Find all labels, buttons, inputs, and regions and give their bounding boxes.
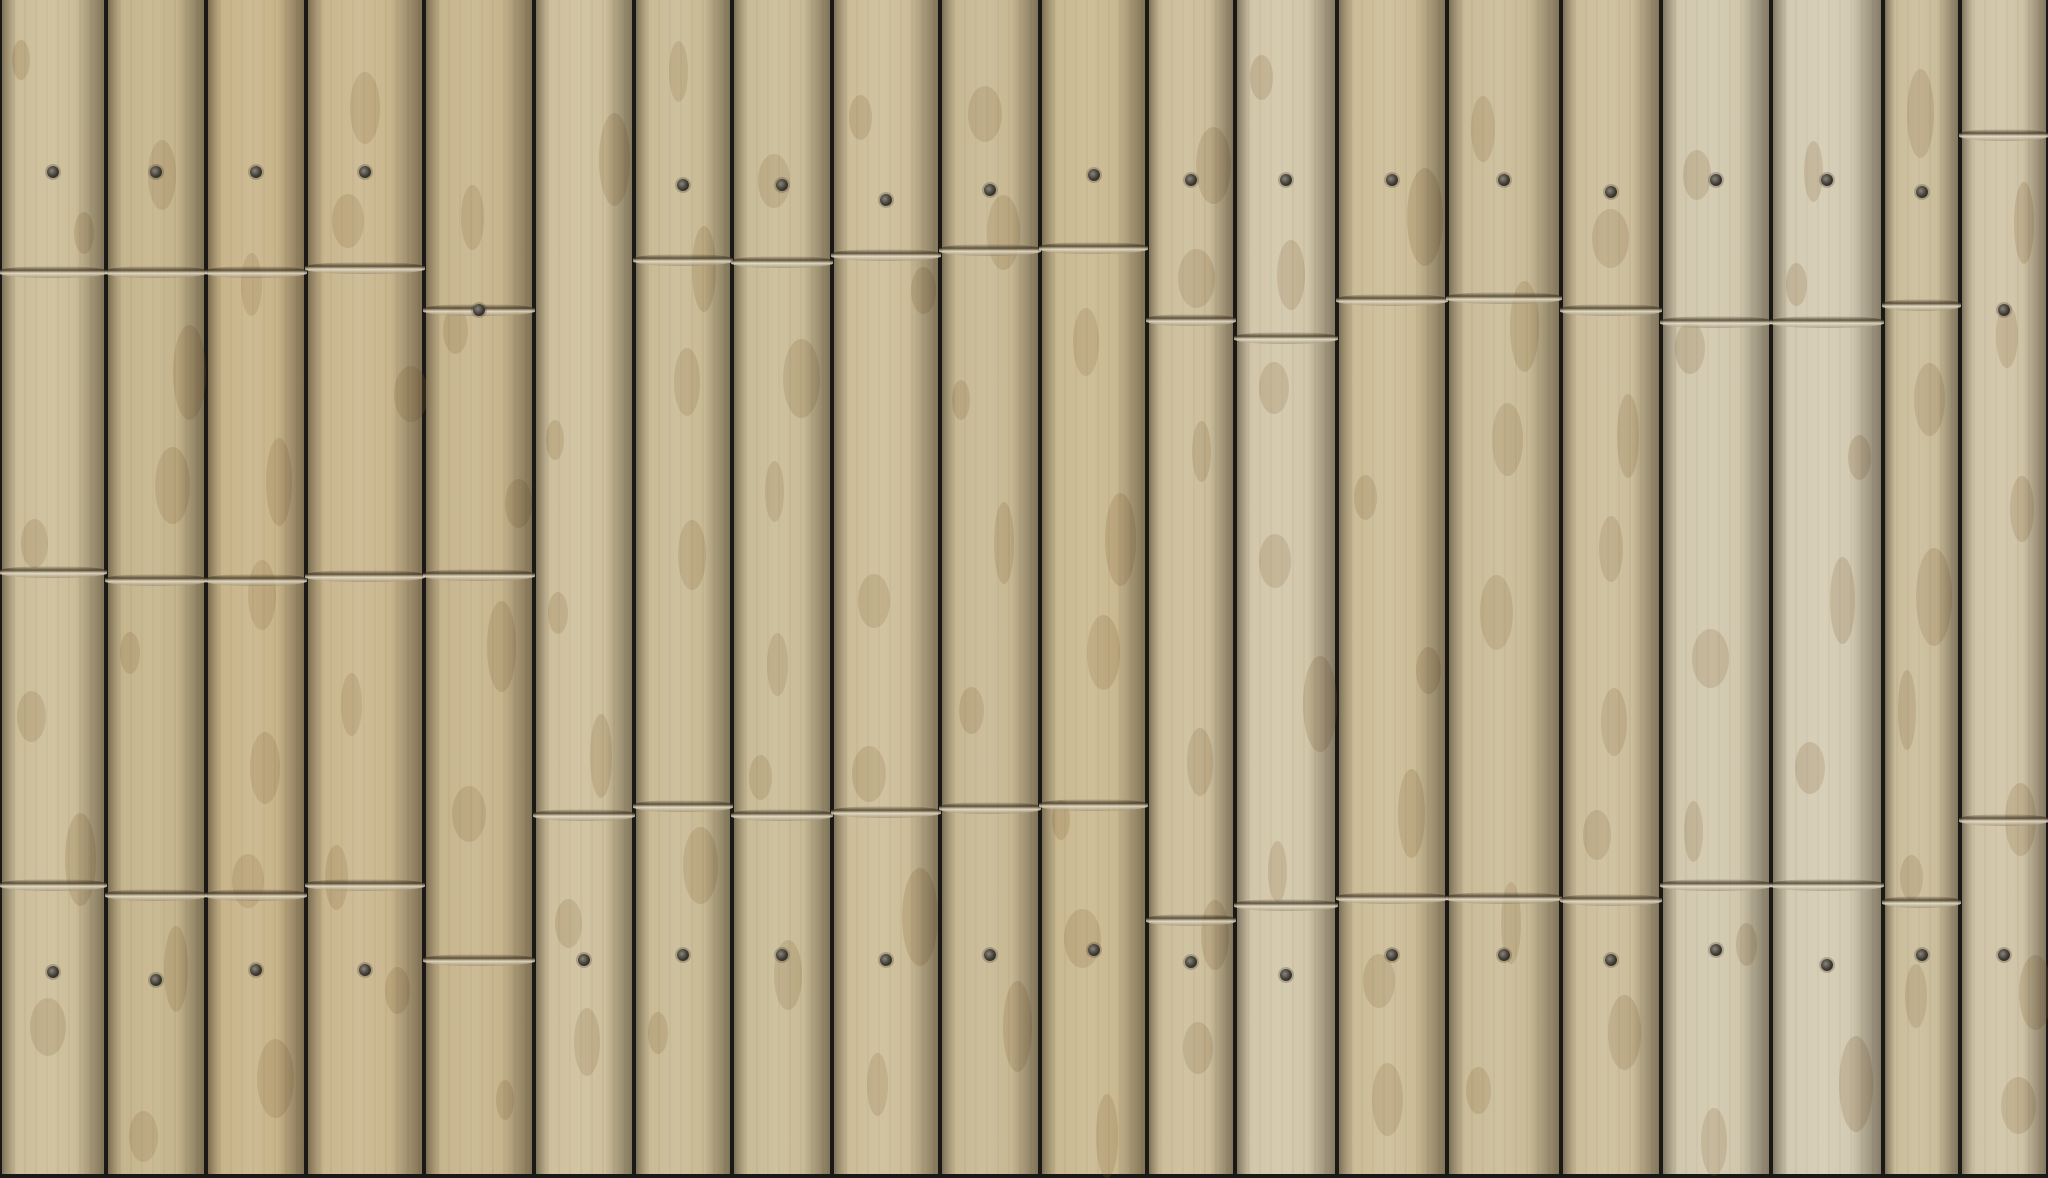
screw-head — [1998, 304, 2010, 316]
screw-head — [1185, 956, 1197, 968]
weathering-spot — [1064, 909, 1101, 968]
bamboo-node-ring — [423, 569, 535, 581]
weathering-spot — [1492, 403, 1523, 476]
weathering-spot — [385, 967, 410, 1014]
weathering-spot — [867, 1053, 888, 1116]
weathering-spot — [1201, 900, 1229, 970]
weathering-spot — [1907, 69, 1934, 158]
weathering-spot — [1898, 670, 1916, 750]
bamboo-pole — [636, 0, 730, 1174]
screw-head — [1498, 949, 1510, 961]
weathering-spot — [669, 41, 688, 102]
bamboo-grain — [1563, 0, 1659, 1174]
bamboo-node-ring — [0, 566, 107, 578]
weathering-spot — [1692, 629, 1729, 688]
weathering-spot — [1003, 981, 1032, 1072]
screw-head — [880, 194, 892, 206]
weathering-spot — [1259, 534, 1291, 588]
bamboo-node-ring — [831, 806, 941, 818]
bamboo-pole — [1449, 0, 1559, 1174]
bamboo-node-ring — [1336, 892, 1448, 904]
screw-head — [1088, 944, 1100, 956]
weathering-spot — [120, 632, 140, 674]
bamboo-grain — [636, 0, 730, 1174]
weathering-spot — [325, 845, 348, 910]
screw-head — [359, 166, 371, 178]
weathering-spot — [1804, 141, 1823, 202]
bamboo-pole — [1773, 0, 1881, 1174]
weathering-spot — [1848, 435, 1871, 480]
weathering-spot — [1608, 995, 1641, 1070]
weathering-spot — [21, 519, 48, 568]
bamboo-node-ring — [1039, 799, 1148, 811]
bamboo-pole — [1042, 0, 1145, 1174]
weathering-spot — [1683, 150, 1711, 200]
bamboo-node-ring — [1560, 894, 1662, 906]
bamboo-node-ring — [1882, 299, 1961, 311]
bamboo-node-ring — [1770, 879, 1884, 891]
weathering-spot — [911, 267, 936, 314]
weathering-spot — [1183, 1022, 1213, 1074]
bamboo-pole — [1339, 0, 1445, 1174]
weathering-spot — [1675, 322, 1705, 374]
screw-head — [1605, 186, 1617, 198]
weathering-spot — [74, 212, 94, 254]
screw-head — [47, 166, 59, 178]
weathering-spot — [902, 868, 938, 966]
weathering-spot — [1583, 810, 1611, 860]
bamboo-node-ring — [305, 570, 425, 582]
bamboo-pole — [834, 0, 938, 1174]
bamboo-pole — [1962, 0, 2046, 1174]
screw-head — [677, 949, 689, 961]
bamboo-pole — [1885, 0, 1958, 1174]
screw-head — [776, 949, 788, 961]
bamboo-node-ring — [1446, 892, 1562, 904]
weathering-spot — [1268, 841, 1287, 902]
weathering-spot — [248, 560, 276, 630]
weathering-spot — [952, 380, 970, 420]
weathering-spot — [350, 72, 380, 144]
bamboo-pole — [734, 0, 830, 1174]
weathering-spot — [678, 520, 706, 590]
weathering-spot — [1786, 263, 1807, 306]
weathering-spot — [1471, 96, 1495, 162]
weathering-spot — [341, 673, 362, 736]
weathering-spot — [1795, 742, 1825, 794]
screw-head — [1498, 174, 1510, 186]
weathering-spot — [2010, 476, 2034, 542]
weathering-spot — [959, 687, 984, 734]
weathering-spot — [1192, 421, 1211, 482]
weathering-spot — [849, 95, 872, 140]
weathering-spot — [674, 348, 700, 416]
bamboo-node-ring — [1146, 314, 1236, 326]
bamboo-node-ring — [1234, 332, 1338, 344]
weathering-spot — [1684, 801, 1703, 862]
weathering-spot — [555, 899, 582, 948]
weathering-spot — [461, 185, 484, 250]
bamboo-node-ring — [1959, 129, 2048, 141]
weathering-spot — [155, 447, 190, 524]
weathering-spot — [1178, 249, 1215, 308]
weathering-spot — [765, 461, 784, 522]
screw-head — [984, 184, 996, 196]
screw-head — [1821, 174, 1833, 186]
bamboo-grain — [426, 0, 532, 1174]
weathering-spot — [129, 1111, 158, 1162]
screw-head — [880, 954, 892, 966]
bamboo-node-ring — [205, 889, 307, 901]
weathering-spot — [1372, 1063, 1403, 1136]
weathering-spot — [1900, 855, 1923, 900]
screw-head — [1821, 959, 1833, 971]
weathering-spot — [2014, 182, 2034, 264]
weathering-spot — [12, 40, 30, 80]
bamboo-pole — [1237, 0, 1335, 1174]
bamboo-node-ring — [105, 266, 207, 278]
bamboo-pole — [1149, 0, 1233, 1174]
bamboo-pole — [1663, 0, 1769, 1174]
weathering-spot — [574, 1008, 600, 1076]
bamboo-shading — [426, 0, 532, 1174]
bamboo-pole — [426, 0, 532, 1174]
bamboo-node-ring — [533, 809, 635, 821]
weathering-spot — [1916, 548, 1952, 646]
weathering-spot — [1592, 209, 1629, 268]
screw-head — [1386, 174, 1398, 186]
weathering-spot — [1839, 1036, 1873, 1132]
weathering-spot — [164, 926, 188, 1012]
bamboo-node-ring — [205, 266, 307, 278]
screw-head — [250, 166, 262, 178]
weathering-spot — [548, 592, 568, 634]
weathering-spot — [1905, 964, 1927, 1028]
weathering-spot — [496, 1080, 514, 1120]
bamboo-node-ring — [1882, 896, 1961, 908]
weathering-spot — [1617, 394, 1639, 478]
weathering-spot — [767, 633, 788, 696]
weathering-spot — [1277, 240, 1305, 310]
bamboo-node-ring — [1336, 294, 1448, 306]
weathering-spot — [241, 253, 262, 316]
weathering-spot — [1480, 575, 1513, 650]
bamboo-node-ring — [1959, 814, 2048, 826]
weathering-spot — [2019, 955, 2048, 1030]
weathering-spot — [452, 786, 486, 842]
screw-head — [150, 166, 162, 178]
screw-head — [1280, 969, 1292, 981]
weathering-spot — [648, 1012, 668, 1054]
bamboo-node-ring — [1770, 316, 1884, 328]
weathering-spot — [987, 195, 1020, 270]
weathering-spot — [394, 366, 428, 422]
bamboo-node-ring — [1660, 316, 1772, 328]
weathering-spot — [783, 339, 820, 418]
screw-head — [1605, 954, 1617, 966]
screw-head — [1088, 169, 1100, 181]
weathering-spot — [2001, 1077, 2036, 1134]
screw-head — [1710, 944, 1722, 956]
weathering-spot — [1187, 728, 1213, 796]
weathering-spot — [505, 479, 532, 528]
bamboo-shading — [636, 0, 730, 1174]
weathering-spot — [250, 732, 280, 804]
weathering-spot — [65, 813, 96, 906]
bamboo-node-ring — [423, 954, 535, 966]
weathering-spot — [1087, 615, 1120, 690]
weathering-spot — [1303, 656, 1337, 752]
bamboo-node-ring — [305, 262, 425, 274]
screw-head — [250, 964, 262, 976]
weathering-spot — [858, 574, 890, 628]
weathering-spot — [17, 691, 46, 742]
weathering-spot — [1105, 493, 1136, 586]
weathering-spot — [1196, 127, 1231, 204]
screw-head — [47, 966, 59, 978]
bamboo-pole — [942, 0, 1038, 1174]
weathering-spot — [599, 113, 630, 206]
bamboo-node-ring — [831, 249, 941, 261]
bamboo-node-ring — [1146, 914, 1236, 926]
weathering-spot — [1407, 168, 1443, 266]
bamboo-pole — [208, 0, 304, 1174]
weathering-spot — [968, 86, 1002, 142]
weathering-spot — [749, 755, 772, 800]
weathering-spot — [1601, 688, 1627, 756]
bamboo-node-ring — [305, 879, 425, 891]
bamboo-node-ring — [1446, 292, 1562, 304]
weathering-spot — [30, 998, 66, 1056]
weathering-spot — [1096, 1094, 1118, 1178]
screw-head — [1916, 949, 1928, 961]
weathering-spot — [1736, 923, 1757, 966]
weathering-spot — [1073, 308, 1099, 376]
screw-head — [1386, 949, 1398, 961]
weathering-spot — [1354, 475, 1377, 520]
bamboo-node-ring — [633, 800, 733, 812]
weathering-spot — [1250, 55, 1273, 100]
screw-head — [984, 949, 996, 961]
weathering-spot — [1363, 954, 1395, 1008]
bamboo-pole — [308, 0, 422, 1174]
bamboo-pole — [1563, 0, 1659, 1174]
weathering-spot — [994, 502, 1014, 584]
screw-head — [1916, 186, 1928, 198]
weathering-spot — [683, 827, 718, 904]
bamboo-node-ring — [0, 266, 107, 278]
weathering-spot — [1416, 647, 1441, 694]
bamboo-node-ring — [105, 889, 207, 901]
weathering-spot — [1599, 516, 1623, 582]
screw-head — [359, 964, 371, 976]
weathering-spot — [266, 438, 292, 526]
weathering-spot — [1398, 769, 1425, 858]
bamboo-node-ring — [1039, 242, 1148, 254]
screw-head — [1710, 174, 1722, 186]
screw-head — [473, 304, 485, 316]
bamboo-pole — [108, 0, 204, 1174]
bamboo-shading — [1563, 0, 1659, 1174]
weathering-spot — [1466, 1067, 1491, 1114]
weathering-spot — [173, 325, 206, 420]
weathering-spot — [590, 714, 612, 798]
bamboo-node-ring — [731, 256, 833, 268]
bamboo-node-ring — [731, 809, 833, 821]
weathering-spot — [546, 420, 564, 460]
screw-head — [150, 974, 162, 986]
weathering-spot — [487, 601, 516, 692]
weathering-spot — [332, 194, 364, 248]
bamboo-node-ring — [1234, 899, 1338, 911]
screw-head — [776, 179, 788, 191]
bamboo-node-ring — [939, 802, 1041, 814]
bamboo-pole — [536, 0, 632, 1174]
screw-head — [578, 954, 590, 966]
bamboo-node-ring — [1560, 304, 1662, 316]
bamboo-node-ring — [0, 879, 107, 891]
weathering-spot — [257, 1039, 294, 1118]
bamboo-pole — [2, 0, 104, 1174]
bamboo-node-ring — [633, 254, 733, 266]
weathering-spot — [1914, 363, 1945, 436]
screw-head — [1185, 174, 1197, 186]
screw-head — [1280, 174, 1292, 186]
screw-head — [1998, 949, 2010, 961]
weathering-spot — [1830, 557, 1855, 644]
weathering-spot — [1701, 1108, 1727, 1176]
bamboo-node-ring — [1660, 879, 1772, 891]
bamboo-node-ring — [205, 574, 307, 586]
bamboo-node-ring — [939, 244, 1041, 256]
screw-head — [677, 179, 689, 191]
weathering-spot — [852, 746, 886, 802]
weathering-spot — [1259, 362, 1289, 414]
weathering-spot — [692, 226, 716, 312]
bamboo-node-ring — [105, 574, 207, 586]
